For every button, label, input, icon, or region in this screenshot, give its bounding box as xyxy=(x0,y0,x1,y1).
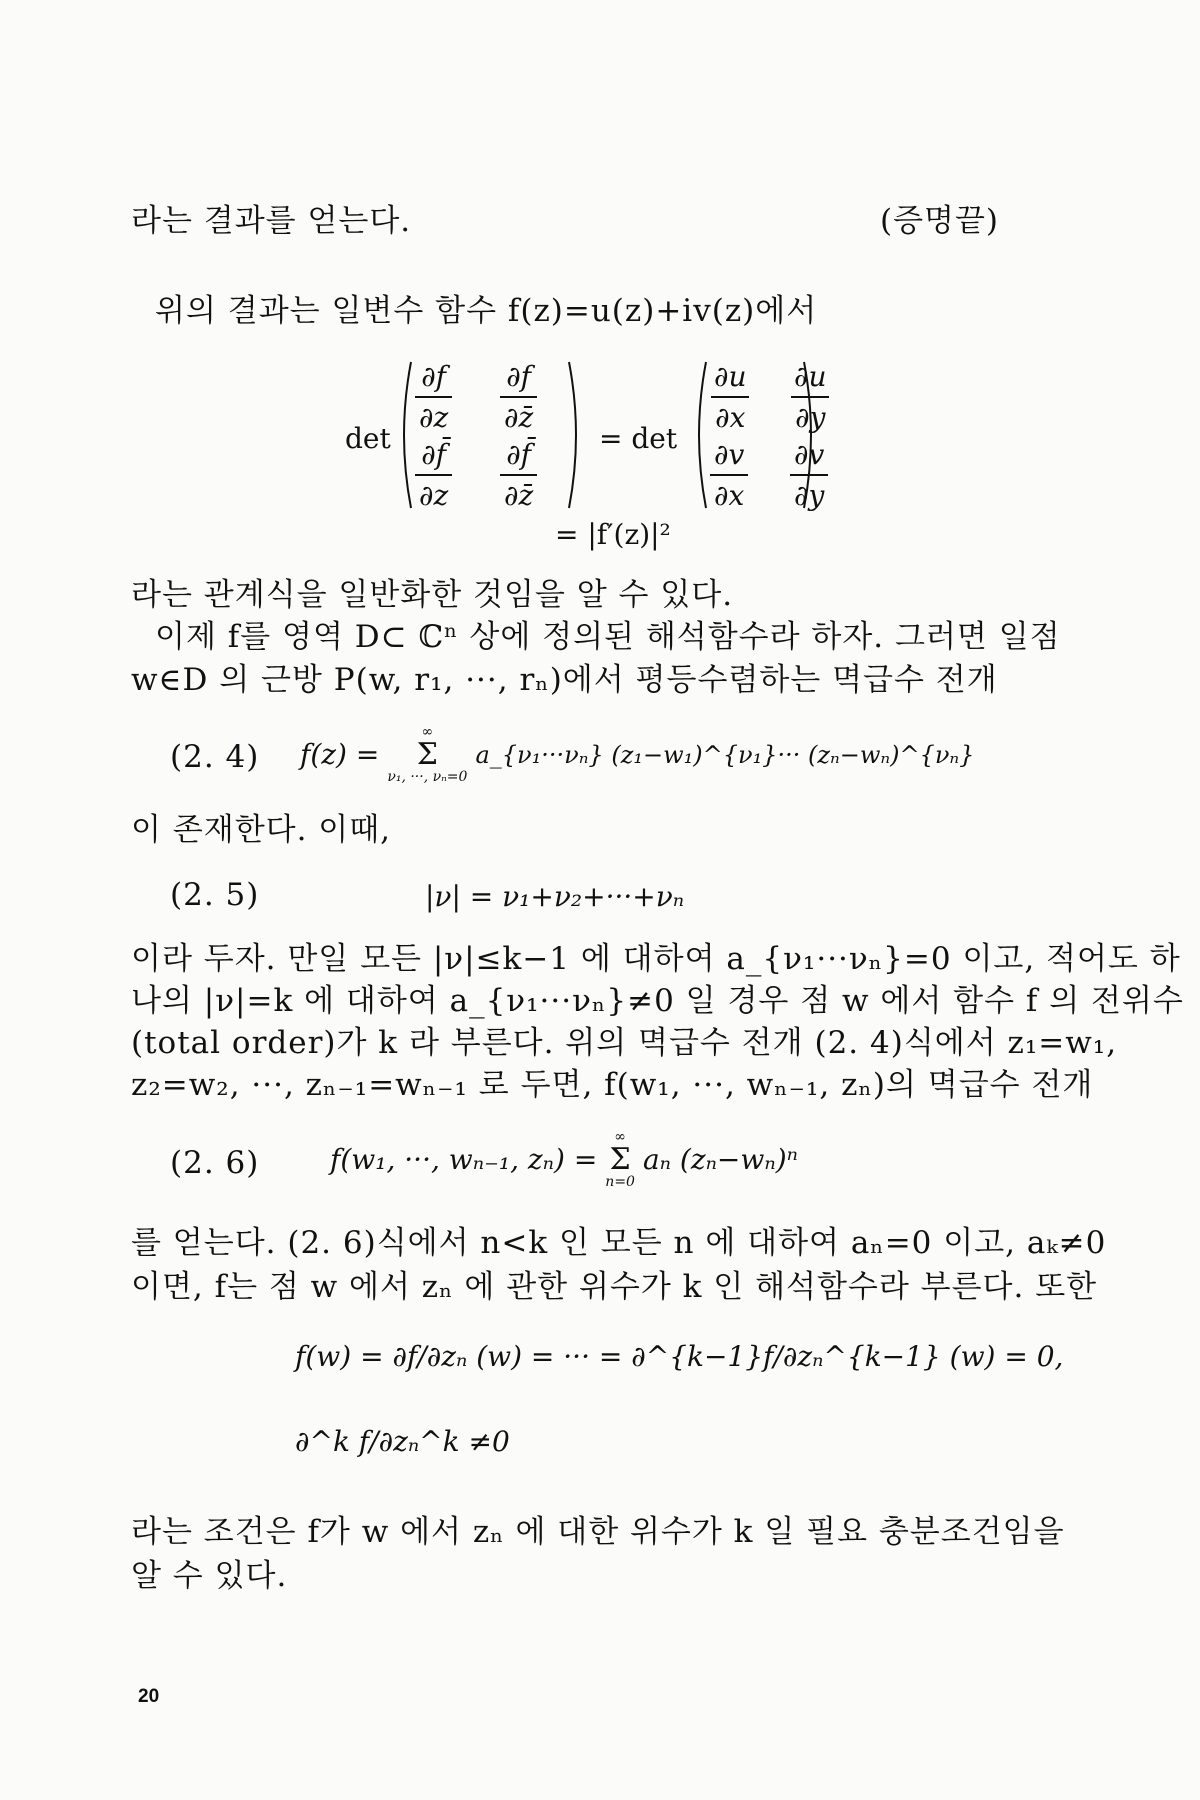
frac-du-dx: ∂u ∂x xyxy=(710,360,751,434)
frac-dv-dx: ∂v ∂x xyxy=(710,438,748,512)
body-line-7: (total order)가 k 라 부른다. 위의 멱급수 전개 (2. 4)식에서 z₁=w₁, xyxy=(131,1025,1118,1061)
body-line-4: 이 존재한다. 이때, xyxy=(131,812,392,848)
eq-2-5-label: (2. 5) xyxy=(170,877,260,913)
body-line-9: 를 얻는다. (2. 6)식에서 n<k 인 모든 n 에 대하여 aₙ=0 이고, aₖ≠0 xyxy=(131,1225,1107,1261)
eq-2-4-lhs: f(z) = xyxy=(300,738,380,772)
body-line-10: 이면, f는 점 w 에서 zₙ 에 관한 위수가 k 인 해석함수라 부른다. 또한 xyxy=(131,1269,1098,1305)
paragraph-1: 위의 결과는 일변수 함수 f(z)=u(z)+iv(z)에서 xyxy=(155,293,818,329)
eq-2-6-sum: ∞ Σ n=0 xyxy=(605,1129,635,1190)
body-line-6: 나의 |ν|=k 에 대하여 a_{ν₁···νₙ}≠0 일 경우 점 w 에서 함수 f 의 전위수 xyxy=(131,983,1184,1019)
left-paren-1 xyxy=(395,360,397,510)
left-paren-shape xyxy=(395,360,415,510)
right-paren-shape xyxy=(565,360,585,510)
sigma-icon: Σ xyxy=(416,736,438,772)
body-line-12: 알 수 있다. xyxy=(131,1558,288,1594)
eq-2-4-label: (2. 4) xyxy=(170,739,260,775)
sigma-icon-2: Σ xyxy=(609,1141,631,1177)
body-line-11: 라는 조건은 f가 w 에서 zₙ 에 대한 위수가 k 일 필요 충분조건임을 xyxy=(131,1514,1065,1550)
page-number: 20 xyxy=(138,1686,160,1707)
frac-df-dzbar: ∂f ∂z̄ xyxy=(500,360,537,434)
eq-2-6 xyxy=(330,1130,798,1189)
eq-2-4-sum: ∞ Σ ν₁, ···, νₙ=0 xyxy=(387,724,468,785)
left-paren-shape-2 xyxy=(690,360,710,510)
eq-2-6-rhs: aₙ (zₙ−wₙ)ⁿ xyxy=(642,1143,798,1177)
eq-2-4 xyxy=(300,725,974,784)
eq-2-6-lhs: f(w₁, ···, wₙ₋₁, zₙ) = xyxy=(330,1143,598,1177)
body-line-1: 라는 관계식을 일반화한 것임을 알 수 있다. xyxy=(131,577,734,613)
eq-2-5-expr: |ν| = ν₁+ν₂+···+νₙ xyxy=(425,880,685,913)
right-paren-2 xyxy=(800,360,820,514)
body-line-2: 이제 f를 영역 D⊂ ℂⁿ 상에 정의된 해석함수라 하자. 그러면 일점 xyxy=(155,619,1061,655)
intro-line: 라는 결과를 얻는다. xyxy=(131,203,412,239)
determinant-result: = |f′(z)|² xyxy=(555,518,671,551)
body-line-5: 이라 두자. 만일 모든 |ν|≤k−1 에 대하여 a_{ν₁···νₙ}=0 이고, 적어도 하 xyxy=(131,941,1181,977)
body-line-8: z₂=w₂, ···, zₙ₋₁=wₙ₋₁ 로 두면, f(w₁, ···, wₙ₋₁, zₙ)의 멱급수 전개 xyxy=(131,1067,1094,1103)
derivative-conditions: f(w) = ∂f/∂zₙ (w) = ··· = ∂^{k−1}f/∂zₙ^{k−1} (w) = 0, xyxy=(295,1340,1064,1373)
det-label-2: = det xyxy=(599,422,678,455)
det-label-1: det xyxy=(345,422,391,455)
eq-2-4-rhs: a_{ν₁···νₙ} (z₁−w₁)^{ν₁}··· (zₙ−wₙ)^{νₙ} xyxy=(475,740,975,769)
eq-2-6-label: (2. 6) xyxy=(170,1145,260,1181)
frac-dv-dy: ∂v ∂y xyxy=(790,438,828,512)
frac-df-dz: ∂f ∂z xyxy=(415,360,452,434)
left-paren-2 xyxy=(690,360,710,517)
right-paren-1 xyxy=(565,360,585,517)
right-paren-shape-2 xyxy=(800,360,820,510)
frac-dfbar-dz: ∂f̄ ∂z xyxy=(415,438,452,512)
nonzero-condition: ∂^k f/∂zₙ^k ≠0 xyxy=(295,1425,510,1458)
frac-du-dy: ∂u ∂y xyxy=(790,360,831,434)
proof-end-mark: (증명끝) xyxy=(880,203,1000,239)
frac-dfbar-dzbar: ∂f̄ ∂z̄ xyxy=(500,438,537,512)
body-line-3: w∈D 의 근방 P(w, r₁, ···, rₙ)에서 평등수렴하는 멱급수 전개 xyxy=(131,662,998,698)
